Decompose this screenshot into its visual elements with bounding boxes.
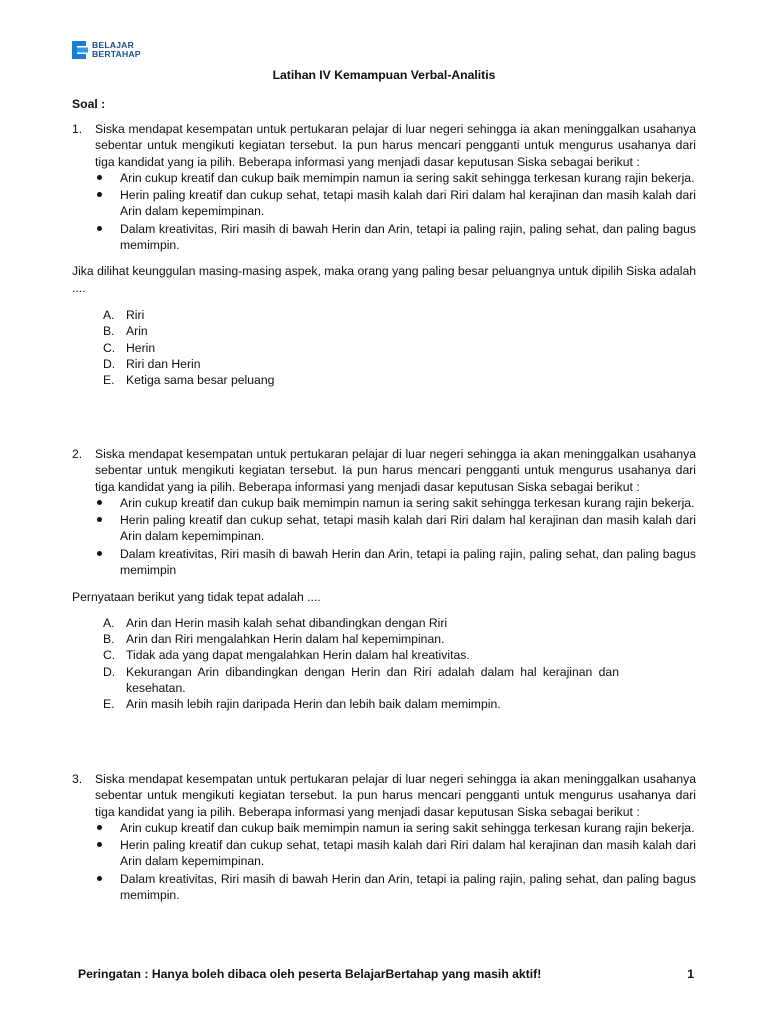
bullet-icon xyxy=(97,175,102,180)
question-prompt: Jika dilihat keunggulan masing-masing aspek, maka orang yang paling besar peluangnya untuk dipilih Siska adalah .... xyxy=(72,264,696,295)
soal-label: Soal : xyxy=(72,97,106,111)
info-item xyxy=(72,187,696,220)
info-text: Dalam kreativitas, Riri masih di bawah Herin dan Arin, tetapi ia paling rajin, paling sehat, dan paling bagus memimpin. xyxy=(120,221,696,253)
option-letter: C. xyxy=(103,648,116,663)
option-text: Tidak ada yang dapat mengalahkan Herin dalam hal kreativitas. xyxy=(126,648,470,663)
bullet-icon xyxy=(97,842,102,847)
info-item xyxy=(72,512,696,545)
option-text: Riri xyxy=(126,307,145,322)
option-text: Herin xyxy=(126,340,156,355)
page-footer xyxy=(78,966,694,982)
bullet-icon xyxy=(97,876,102,881)
answer-option[interactable] xyxy=(72,664,696,697)
option-text: Arin dan Riri mengalahkan Herin dalam hal kepemimpinan. xyxy=(126,631,445,646)
info-text: Herin paling kreatif dan cukup sehat, tetapi masih kalah dari Riri dalam hal kerajinan dan masih kalah dari Arin dalam kepemimpinan. xyxy=(120,188,696,219)
belajar-bertahap-logo-icon xyxy=(72,41,88,59)
info-text: Arin cukup kreatif dan cukup baik memimpin namun ia sering sakit sehingga terkesan kurang rajin bekerja. xyxy=(120,170,695,185)
answer-option[interactable] xyxy=(72,323,696,339)
info-item xyxy=(72,871,696,904)
option-letter: E. xyxy=(103,697,115,712)
question-number: 3. xyxy=(72,772,83,786)
option-text: Kekurangan Arin dibandingkan dengan Herin dan Riri adalah dalam hal kerajinan dan kesehatan. xyxy=(126,664,619,695)
question-text: Siska mendapat kesempatan untuk pertukaran pelajar di luar negeri sehingga ia akan meninggalkan usahanya sebentar untuk mengikuti kegiatan tersebut. Ia pun harus mencari pengganti untuk mengurus usahanya dari tiga kandidat yang ia pilih. Beberapa informasi yang menjadi dasar keputusan Siska sebagai berikut : xyxy=(95,122,696,169)
answer-options xyxy=(72,307,696,388)
answer-options xyxy=(72,615,696,713)
answer-option[interactable] xyxy=(72,356,696,372)
question-number: 2. xyxy=(72,447,83,461)
option-text: Riri dan Herin xyxy=(126,356,201,371)
question-number: 1. xyxy=(72,122,83,136)
info-item xyxy=(72,170,696,186)
option-letter: D. xyxy=(103,664,116,679)
document-title: Latihan IV Kemampuan Verbal-Analitis xyxy=(272,68,496,82)
option-letter: A. xyxy=(103,307,115,322)
brand-logo xyxy=(72,41,141,59)
question-stem xyxy=(72,446,696,495)
answer-option[interactable] xyxy=(72,696,696,712)
info-text: Arin cukup kreatif dan cukup baik memimpin namun ia sering sakit sehingga terkesan kurang rajin bekerja. xyxy=(120,495,695,510)
logo-line-2: BERTAHAP xyxy=(92,49,141,59)
footer-warning: Peringatan : Hanya boleh dibaca oleh peserta BelajarBertahap yang masih aktif! xyxy=(78,967,542,981)
info-text: Herin paling kreatif dan cukup sehat, tetapi masih kalah dari Riri dalam hal kerajinan dan masih kalah dari Arin dalam kepemimpinan. xyxy=(120,513,696,544)
logo-text xyxy=(92,41,141,59)
option-letter: A. xyxy=(103,615,115,630)
info-item xyxy=(72,495,696,511)
bullet-icon xyxy=(97,500,102,505)
bullet-icon xyxy=(97,226,102,231)
info-text: Dalam kreativitas, Riri masih di bawah Herin dan Arin, tetapi ia paling rajin, paling sehat, dan paling bagus memimpin xyxy=(120,546,696,578)
question-text: Siska mendapat kesempatan untuk pertukaran pelajar di luar negeri sehingga ia akan meninggalkan usahanya sebentar untuk mengikuti kegiatan tersebut. Ia pun harus mencari pengganti untuk mengurus usahanya dari tiga kandidat yang ia pilih. Beberapa informasi yang menjadi dasar keputusan Siska sebagai berikut : xyxy=(95,772,696,819)
info-item xyxy=(72,837,696,870)
option-text: Arin masih lebih rajin daripada Herin dan lebih baik dalam memimpin. xyxy=(126,697,501,712)
bullet-icon xyxy=(97,192,102,197)
option-text: Arin dan Herin masih kalah sehat dibandingkan dengan Riri xyxy=(126,615,448,630)
option-text: Arin xyxy=(126,324,148,339)
answer-option[interactable] xyxy=(72,307,696,323)
info-list xyxy=(72,170,696,253)
info-text: Arin cukup kreatif dan cukup baik memimpin namun ia sering sakit sehingga terkesan kurang rajin bekerja. xyxy=(120,820,695,835)
info-item xyxy=(72,820,696,836)
question-stem xyxy=(72,121,696,170)
option-letter: D. xyxy=(103,356,116,371)
question-stem xyxy=(72,771,696,820)
info-list xyxy=(72,820,696,903)
question-3 xyxy=(72,771,696,903)
info-item xyxy=(72,546,696,579)
option-letter: E. xyxy=(103,373,115,388)
option-letter: B. xyxy=(103,324,115,339)
option-letter: C. xyxy=(103,340,116,355)
bullet-icon xyxy=(97,517,102,522)
bullet-icon xyxy=(97,551,102,556)
answer-option[interactable] xyxy=(72,647,696,663)
page-number: 1 xyxy=(687,967,694,981)
info-text: Herin paling kreatif dan cukup sehat, tetapi masih kalah dari Riri dalam hal kerajinan dan masih kalah dari Arin dalam kepemimpinan. xyxy=(120,838,696,869)
answer-option[interactable] xyxy=(72,340,696,356)
logo-line-1: BELAJAR xyxy=(92,40,134,50)
info-item xyxy=(72,221,696,254)
question-1 xyxy=(72,121,696,388)
info-list xyxy=(72,495,696,578)
info-text: Dalam kreativitas, Riri masih di bawah Herin dan Arin, tetapi ia paling rajin, paling sehat, dan paling bagus memimpin. xyxy=(120,871,696,903)
answer-option[interactable] xyxy=(72,631,696,647)
answer-option[interactable] xyxy=(72,615,696,631)
question-2 xyxy=(72,446,696,712)
question-text: Siska mendapat kesempatan untuk pertukaran pelajar di luar negeri sehingga ia akan meninggalkan usahanya sebentar untuk mengikuti kegiatan tersebut. Ia pun harus mencari pengganti untuk mengurus usahanya dari tiga kandidat yang ia pilih. Beberapa informasi yang menjadi dasar keputusan Siska sebagai berikut : xyxy=(95,447,696,494)
bullet-icon xyxy=(97,825,102,830)
option-text: Ketiga sama besar peluang xyxy=(126,373,275,388)
option-letter: B. xyxy=(103,631,115,646)
answer-option[interactable] xyxy=(72,372,696,388)
question-prompt: Pernyataan berikut yang tidak tepat adalah .... xyxy=(72,590,321,605)
